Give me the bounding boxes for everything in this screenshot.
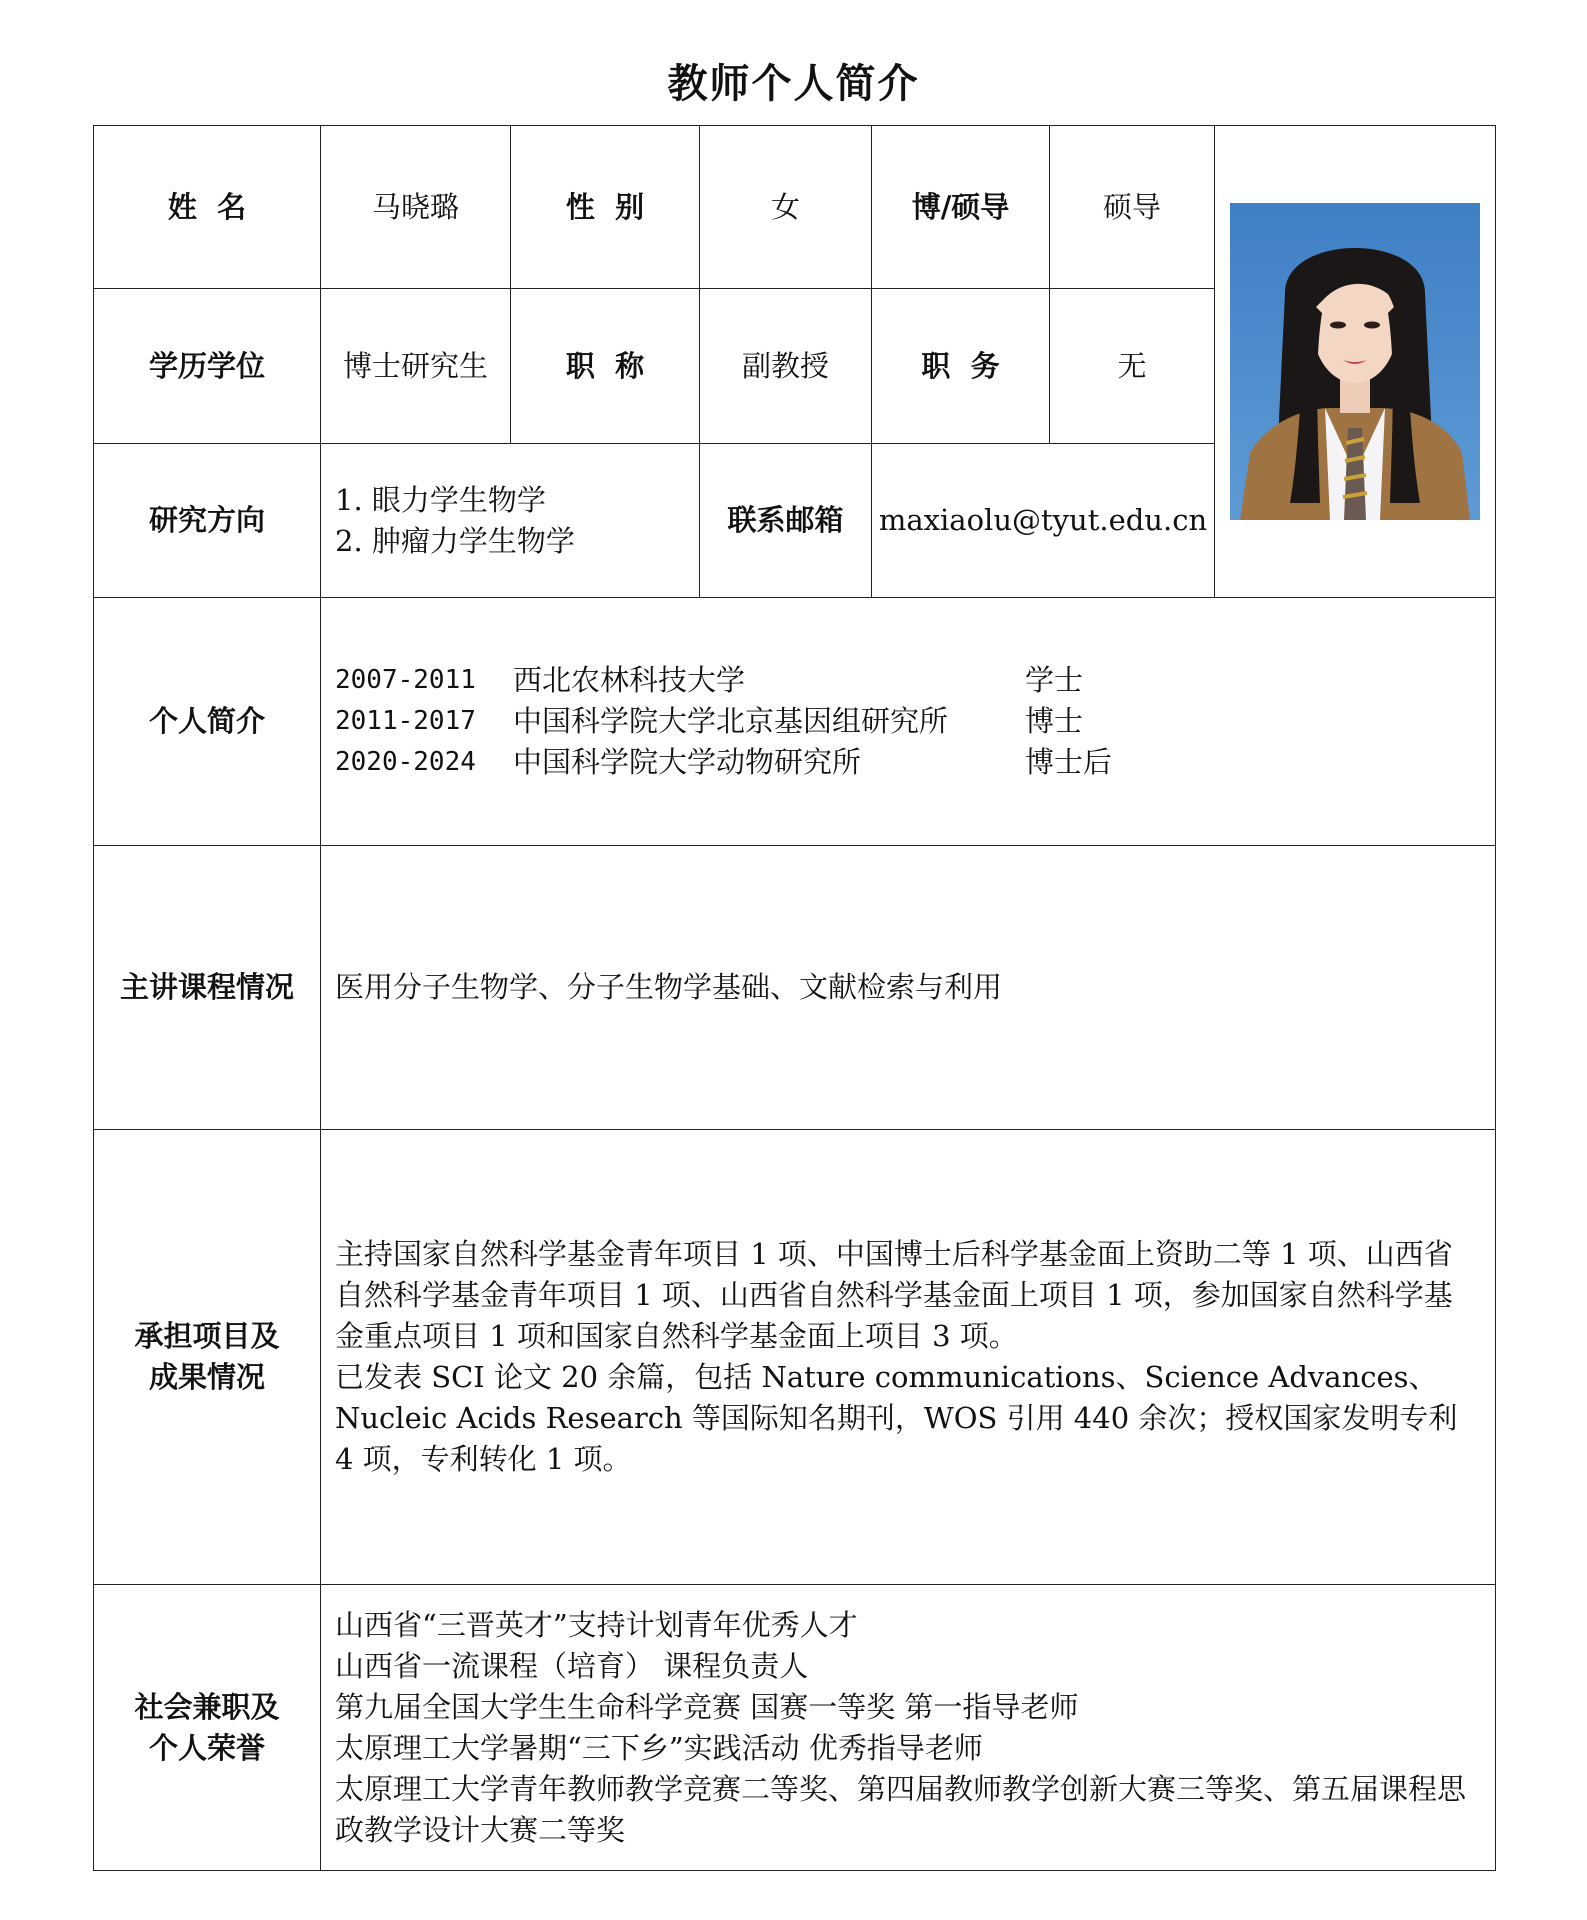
bio-degree: 学士 [1025, 663, 1084, 697]
name-value: 马晓璐 [321, 126, 511, 289]
honor-item: 山西省“三晋英才”支持计划青年优秀人才 [335, 1607, 858, 1642]
honors-label-line1: 社会兼职及 [134, 1689, 280, 1724]
bio-entry [335, 701, 1481, 742]
honors-label [94, 1585, 321, 1871]
rank-value: 副教授 [700, 289, 872, 444]
bio-institution: 西北农林科技大学 [513, 663, 746, 697]
bio-label: 个人简介 [94, 598, 321, 846]
bio-degree: 博士 [1025, 704, 1084, 738]
gender-value: 女 [700, 126, 872, 289]
photo-cell [1215, 126, 1496, 598]
projects-content [321, 1130, 1496, 1585]
research-list [321, 444, 700, 598]
projects-paragraph: 主持国家自然科学基金青年项目 1 项、中国博士后科学基金面上资助二等 1 项、山西省自然科学基金青年项目 1 项、山西省自然科学基金面上项目 1 项，参加国家自然科学基金重点项目 1 项和国家自然科学基金面上项目 3 项。 [335, 1237, 1453, 1353]
research-item: 1. 眼力学生物学 [335, 482, 546, 517]
name-label: 姓 名 [94, 126, 321, 289]
supervisor-value: 硕导 [1050, 126, 1215, 289]
honors-label-line2: 个人荣誉 [148, 1730, 265, 1765]
gender-label: 性 别 [511, 126, 700, 289]
bio-years: 2007-2011 [335, 665, 476, 695]
bio-content [321, 598, 1496, 846]
post-label: 职 务 [872, 289, 1050, 444]
rank-label: 职 称 [511, 289, 700, 444]
honors-content [321, 1585, 1496, 1871]
honor-item: 太原理工大学青年教师教学竞赛二等奖、第四届教师教学创新大赛三等奖、第五届课程思政教学设计大赛二等奖 [335, 1771, 1467, 1847]
degree-value: 博士研究生 [321, 289, 511, 444]
bio-years: 2020-2024 [335, 747, 476, 777]
research-item: 2. 肿瘤力学生物学 [335, 523, 575, 558]
bio-institution: 中国科学院大学北京基因组研究所 [513, 704, 949, 738]
email-value: maxiaolu@tyut.edu.cn [872, 444, 1215, 598]
bio-entry [335, 660, 1481, 701]
bio-entry [335, 742, 1481, 783]
projects-label-line1: 承担项目及 [134, 1319, 280, 1353]
bio-degree: 博士后 [1025, 745, 1113, 779]
courses-label: 主讲课程情况 [94, 846, 321, 1130]
profile-table [93, 125, 1496, 1871]
bio-years: 2011-2017 [335, 706, 476, 736]
bio-institution: 中国科学院大学动物研究所 [513, 745, 862, 779]
courses-text: 医用分子生物学、分子生物学基础、文献检索与利用 [321, 846, 1496, 1130]
projects-paragraph: 已发表 SCI 论文 20 余篇，包括 Nature communications、Science Advances、Nucleic Acids Research 等国际知名期刊，WOS 引用 440 余次；授权国家发明专利 4 项，专利转化 1 项。 [335, 1360, 1458, 1476]
page-title: 教师个人简介 [667, 61, 920, 107]
portrait-photo [1230, 203, 1480, 520]
projects-label [94, 1130, 321, 1585]
honor-item: 山西省一流课程（培育） 课程负责人 [335, 1648, 809, 1683]
projects-label-line2: 成果情况 [148, 1360, 265, 1394]
honor-item: 太原理工大学暑期“三下乡”实践活动 优秀指导老师 [335, 1730, 983, 1765]
supervisor-label: 博/硕导 [872, 126, 1050, 289]
honor-item: 第九届全国大学生生命科学竞赛 国赛一等奖 第一指导老师 [335, 1689, 1079, 1724]
post-value: 无 [1050, 289, 1215, 444]
research-label: 研究方向 [94, 444, 321, 598]
degree-label: 学历学位 [94, 289, 321, 444]
email-label: 联系邮箱 [700, 444, 872, 598]
